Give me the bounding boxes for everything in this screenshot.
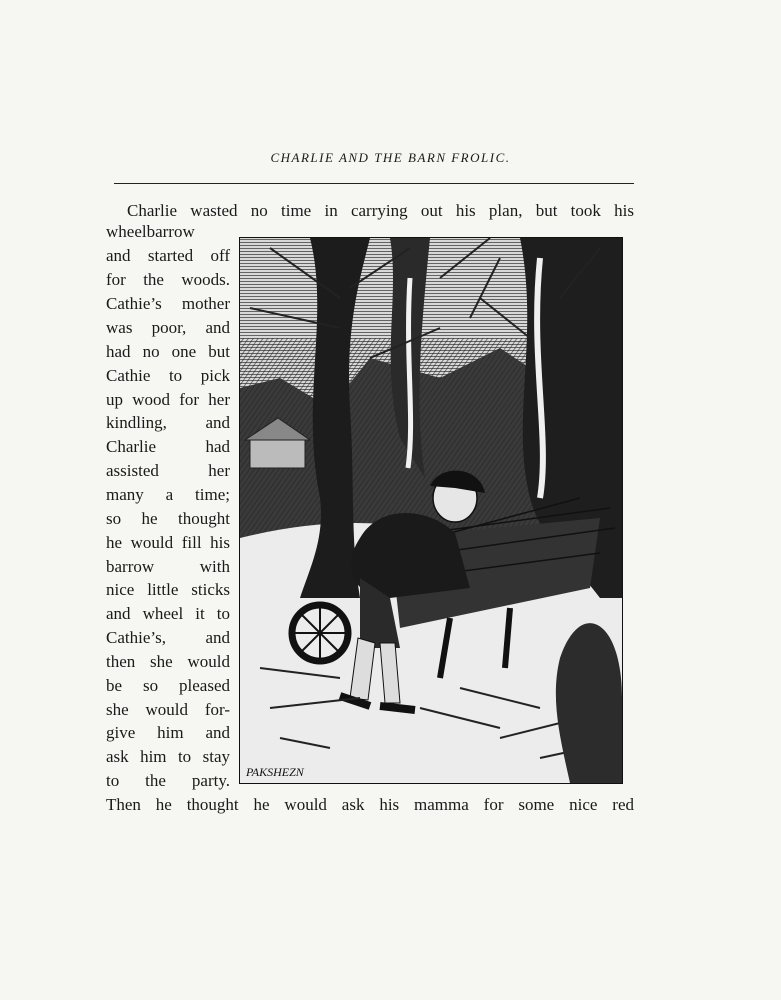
column-line: Cathie’s mother [106,294,230,313]
column-line: wheelbarrow [106,222,195,241]
column-line: Cathie’s, and [106,628,230,647]
woodland-engraving [240,238,622,783]
column-line: assisted her [106,461,230,480]
running-header: CHARLIE AND THE BARN FROLIC. [270,150,511,165]
column-line: then she would [106,652,230,671]
body-first-line: Charlie wasted no time in carrying out his plan, but took his [127,201,634,220]
header-rule [114,183,634,184]
column-line: so he thought [106,509,230,528]
column-line: and wheel it to [106,604,230,623]
column-line: to the party. [106,771,230,790]
body-last-line: Then he thought he would ask his mamma for some nice red [106,795,634,814]
column-line: many a time; [106,485,230,504]
column-line: barrow with [106,557,230,576]
column-line: nice little sticks [106,580,230,599]
artist-signature: PAKSHEZN [246,765,304,779]
column-line: Charlie had [106,437,230,456]
column-line: be so pleased [106,676,230,695]
distant-house [250,438,305,468]
foreground-bush [556,623,622,783]
column-line: ask him to stay [106,747,230,766]
column-line: and started off [106,246,230,265]
column-line: was poor, and [106,318,230,337]
column-line: up wood for her [106,390,230,409]
column-line: for the woods. [106,270,230,289]
column-line: had no one but [106,342,230,361]
column-line: she would for- [106,700,230,719]
column-line: give him and [106,723,230,742]
column-line: he would fill his [106,533,230,552]
engraving-illustration [239,237,623,784]
column-line: Cathie to pick [106,366,230,385]
column-line: kindling, and [106,413,230,432]
